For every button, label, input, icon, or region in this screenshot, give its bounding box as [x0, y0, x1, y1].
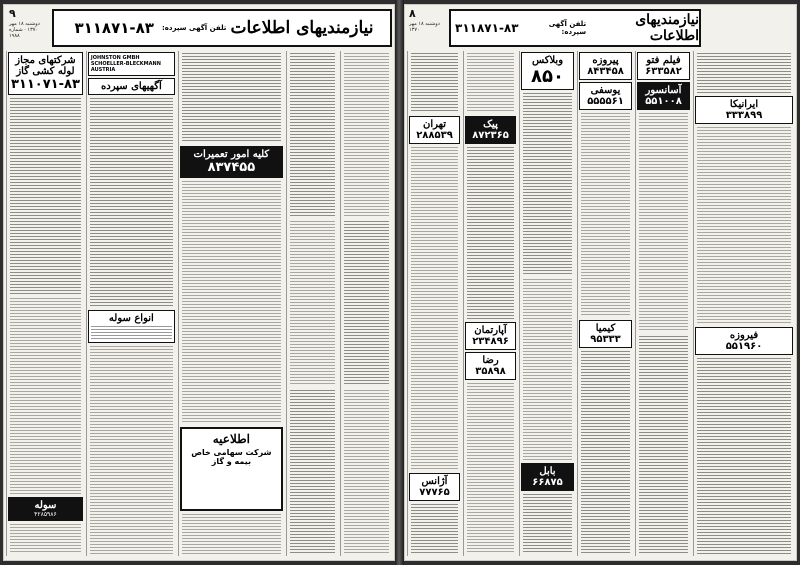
notice-title: اطلاعیه	[212, 432, 250, 446]
ad-title: بابل	[539, 466, 556, 477]
ad-box	[695, 327, 793, 355]
masthead-phone: ۳۱۱۸۷۱-۸۳	[455, 21, 519, 35]
column	[519, 51, 575, 556]
classified-text	[411, 147, 458, 470]
classified-text	[697, 127, 791, 324]
masthead	[449, 9, 701, 47]
ad-box	[637, 82, 690, 110]
classified-text	[523, 93, 572, 275]
masthead-subtitle: تلفن آگهی سپرده:	[548, 20, 587, 36]
ad-box	[521, 52, 574, 90]
masthead-phone: ۳۱۱۸۷۱-۸۳	[74, 19, 154, 37]
ad-title: آژانس	[421, 476, 448, 487]
ad-title: رضا	[482, 354, 499, 366]
ad-box	[8, 52, 83, 95]
ad-phone: ۸۳۷۴۵۵	[207, 160, 256, 175]
ad-title: یوسفی	[590, 85, 621, 96]
column	[6, 51, 84, 556]
ad-box	[88, 78, 175, 95]
ad-title: ایرانیکا	[729, 99, 759, 110]
ad-box	[579, 82, 632, 110]
column	[635, 51, 691, 556]
column	[86, 51, 176, 556]
ad-title: کیمیا	[595, 322, 616, 334]
classified-text	[639, 336, 688, 555]
ad-phone: ۵۵۱۹۶۰	[725, 340, 763, 352]
ad-title: سوله	[34, 500, 57, 511]
ad-box	[579, 320, 632, 348]
classified-text	[411, 504, 458, 554]
notice-subtitle: شرکت سهامی خاص بیمه و گاز	[191, 448, 272, 466]
ad-box	[88, 52, 175, 76]
ad-title: JOHNSTON GMBH	[90, 55, 140, 61]
classified-text	[344, 53, 389, 217]
ad-phone: ۳۳۳۸۹۹	[725, 110, 763, 121]
ad-title: آگهیهای سپرده	[101, 81, 162, 92]
classified-text	[290, 390, 335, 554]
ad-phone: ۷۷۷۶۵	[419, 487, 450, 498]
date-line: دوشنبه ۱۸ مهر ۱۳۷۰	[409, 21, 440, 33]
ad-title: پیروزه	[592, 55, 619, 66]
ad-box	[465, 116, 516, 144]
ad-phone: ۲۳۴۸۹۶	[472, 335, 509, 347]
ad-phone: ۳۱۱۰۷۱-۸۳	[11, 77, 80, 92]
classified-text	[467, 383, 514, 555]
ad-box	[180, 146, 283, 178]
classified-text	[467, 147, 514, 319]
ad-phone: ۸۷۲۳۶۵	[472, 130, 509, 141]
ad-box	[88, 310, 175, 343]
ad-title: تهران	[422, 119, 447, 130]
masthead-subtitle: تلفن آگهی سپرده:	[161, 24, 227, 32]
classified-text	[581, 113, 630, 317]
ad-phone: ۴۲۸۵۹۸۶	[34, 511, 57, 518]
date-line: دوشنبه ۱۸ مهر ۱۳۷۰ · شماره ۱۹۸۸	[9, 21, 40, 39]
column	[407, 51, 461, 556]
ad-box	[8, 497, 83, 521]
page-gutter	[395, 0, 404, 565]
notice-box	[180, 427, 283, 511]
classified-text	[10, 298, 81, 494]
classified-text	[467, 53, 514, 113]
classified-text	[10, 98, 81, 294]
classified-text	[581, 351, 630, 555]
classified-text	[639, 113, 688, 332]
left-page	[3, 4, 395, 561]
classified-text	[90, 346, 173, 555]
ad-phone: ۵۵۱۰۰۸	[645, 96, 682, 107]
column	[577, 51, 633, 556]
ad-title: وبلاکس	[531, 55, 564, 66]
ad-box	[409, 473, 460, 501]
ad-box	[637, 52, 690, 80]
ad-box	[579, 52, 632, 80]
classified-text	[523, 279, 572, 461]
ad-title: شرکتهای مجاز لوله کشی گاز	[15, 55, 76, 77]
ad-phone: ۲۸۸۵۳۹	[416, 130, 453, 141]
right-columns	[407, 51, 794, 556]
classified-text	[182, 53, 281, 143]
column	[693, 51, 794, 556]
ad-title: فیروزه	[729, 329, 759, 341]
ad-phone: ۹۵۳۳۳	[590, 333, 621, 345]
masthead-title: نیازمندیهای اطلاعات	[230, 18, 374, 38]
column	[286, 51, 338, 556]
ad-title: آسانسور	[645, 85, 682, 96]
classified-text	[182, 181, 281, 424]
ad-title: انواع سوله	[108, 312, 154, 324]
ad-box	[409, 116, 460, 144]
classified-text	[697, 358, 791, 555]
ad-box	[465, 322, 516, 350]
ad-phone: ۸۴۳۴۵۸	[587, 66, 624, 77]
classified-text	[523, 494, 572, 554]
ad-title: کلیه امور تعمیرات	[193, 149, 270, 160]
classified-text	[10, 524, 81, 554]
classified-text	[290, 221, 335, 385]
ad-phone: ۶۳۳۵۸۲	[645, 66, 682, 77]
notice-body-text	[185, 466, 278, 506]
column	[463, 51, 517, 556]
ad-subtitle: SCHOELLER-BLECKMANN AUSTRIA	[90, 61, 161, 73]
left-columns	[6, 51, 392, 556]
right-page	[404, 4, 797, 561]
ad-title: فیلم فتو	[646, 55, 681, 66]
classified-text	[290, 53, 335, 217]
classified-text	[411, 53, 458, 113]
classified-text	[90, 98, 173, 307]
masthead-title: نیازمندیهای اطلاعات	[635, 12, 699, 44]
ad-title: آپارتمان	[474, 324, 507, 336]
classified-text	[344, 221, 389, 385]
ad-phone: ۶۶۸۷۵	[532, 477, 563, 488]
ad-phone: ۳۵۸۹۸	[475, 365, 506, 377]
classified-text	[344, 390, 389, 554]
ad-number: ۸۵۰	[531, 66, 564, 87]
ad-body-text	[91, 326, 172, 340]
ad-box	[465, 352, 516, 380]
page-number: ۹	[9, 7, 16, 20]
ad-box	[695, 96, 793, 124]
ad-title: پیک	[483, 119, 498, 130]
column	[178, 51, 284, 556]
ad-box	[521, 463, 574, 491]
page-number: ۸	[409, 7, 416, 20]
ad-phone: ۵۵۵۵۶۱	[587, 96, 624, 107]
column	[340, 51, 392, 556]
masthead	[52, 9, 392, 47]
classified-text	[697, 53, 791, 93]
classified-text	[182, 514, 281, 554]
